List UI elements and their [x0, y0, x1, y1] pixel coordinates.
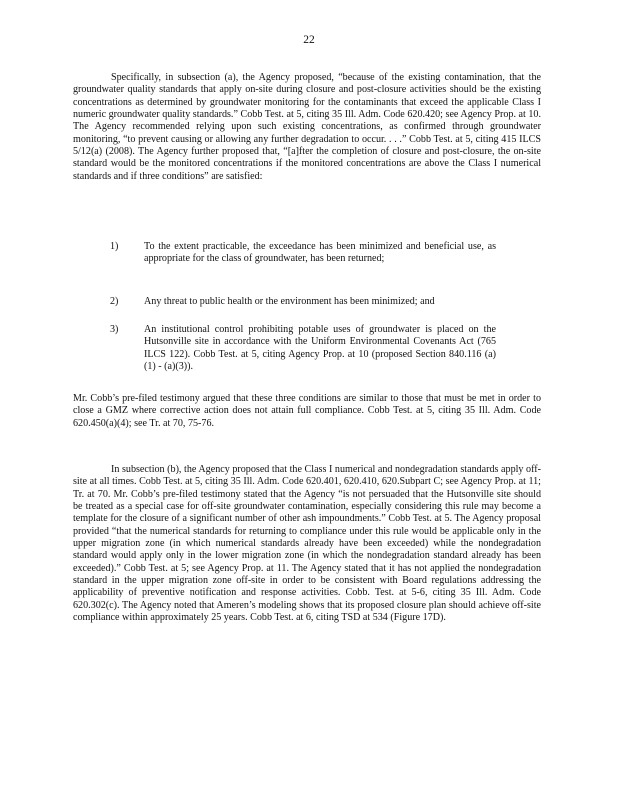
list-item-text: Any threat to public health or the environment has been minimized; and [144, 296, 435, 307]
page-number: 22 [303, 34, 315, 46]
paragraph-3-text: In subsection (b), the Agency proposed that the Class I numerical and nondegradation standards apply off-site at all times. Cobb Test. at 5, citing 35 Ill. Adm. Code 620.401, 620.410, 620.Subpart C; see Agency Prop. at 11; Tr. at 70. Mr. Cobb’s pre-filed testimony stated that the Agency “is not persuaded that the Hutsonville site should be treated as a special case for off-site groundwater contamination, especially considering this rule may become a template for the closure of a significant number of other ash impoundments.” Cobb Test. at 5. The Agency proposal provided “that the numerical standards for returning to compliance under this rule would be applicable only in the upper migration zone (in which numerical standards already have been exceeded) while the nondegradation standard would apply only in the lower migration zone (in which the nondegradation standard already has been exceeded).” Cobb Test. at 5; see Agency Prop. at 11. The Agency stated that it has not applied the nondegradation standard in the upper migration zone off-site in order to be consistent with Board regulations addressing the applicability of preventive notification and response activities. Cobb. Test. at 5-6, citing 35 Ill. Adm. Code 620.302(c). The Agency noted that Ameren’s modeling shows that its proposed closure plan should achieve off-site compliance within approximately 25 years. Cobb Test. at 6, citing TSD at 534 (Figure 17D). [73, 464, 541, 624]
paragraph-1-text: Specifically, in subsection (a), the Agency proposed, “because of the existing contamination, that the groundwater quality standards that apply on-site during closure and post-closure activities should be the existing concentrations as determined by groundwater monitoring for the contaminants that exceed the applicable Class I numeric groundwater quality standards.” Cobb Test. at 5, citing 35 Ill. Adm. Code 620.420; see Agency Prop. at 10. The Agency recommended relying upon such existing concentrations, as confirmed through groundwater monitoring, “to prevent causing or allowing any further degradation to occur. . . .” Cobb Test. at 5, citing 415 ILCS 5/12(a) (2008). The Agency further proposed that, “[a]fter the completion of closure and post-closure, the on-site standard would be the monitored concentrations if the monitored concentrations are above the Class I numerical standards and if three conditions” are satisfied: [73, 72, 541, 182]
list-item-number: 3) [110, 324, 119, 335]
paragraph-2 [73, 393, 541, 430]
paragraph-3 [73, 464, 541, 624]
paragraph-2-text: Mr. Cobb’s pre-filed testimony argued that these three conditions are similar to those that must be met in order to close a GMZ where corrective action does not attain full compliance. Cobb Test. at 5, citing 35 Ill. Adm. Code 620.450(a)(4); see Tr. at 70, 75-76. [73, 393, 541, 429]
list-item-number: 1) [110, 241, 119, 252]
list-item-text: To the extent practicable, the exceedance has been minimized and beneficial use, as appropriate for the class of groundwater, has been returned; [144, 241, 496, 265]
paragraph-1 [73, 72, 541, 183]
list-item-text: An institutional control prohibiting potable uses of groundwater is placed on the Hutsonville site in accordance with the Uniform Environmental Covenants Act (765 ILCS 122). Cobb Test. at 5, citing Agency Prop. at 10 (proposed Section 840.116 (a)(1) - (a)(3)). [144, 324, 496, 373]
list-item-number: 2) [110, 296, 119, 307]
